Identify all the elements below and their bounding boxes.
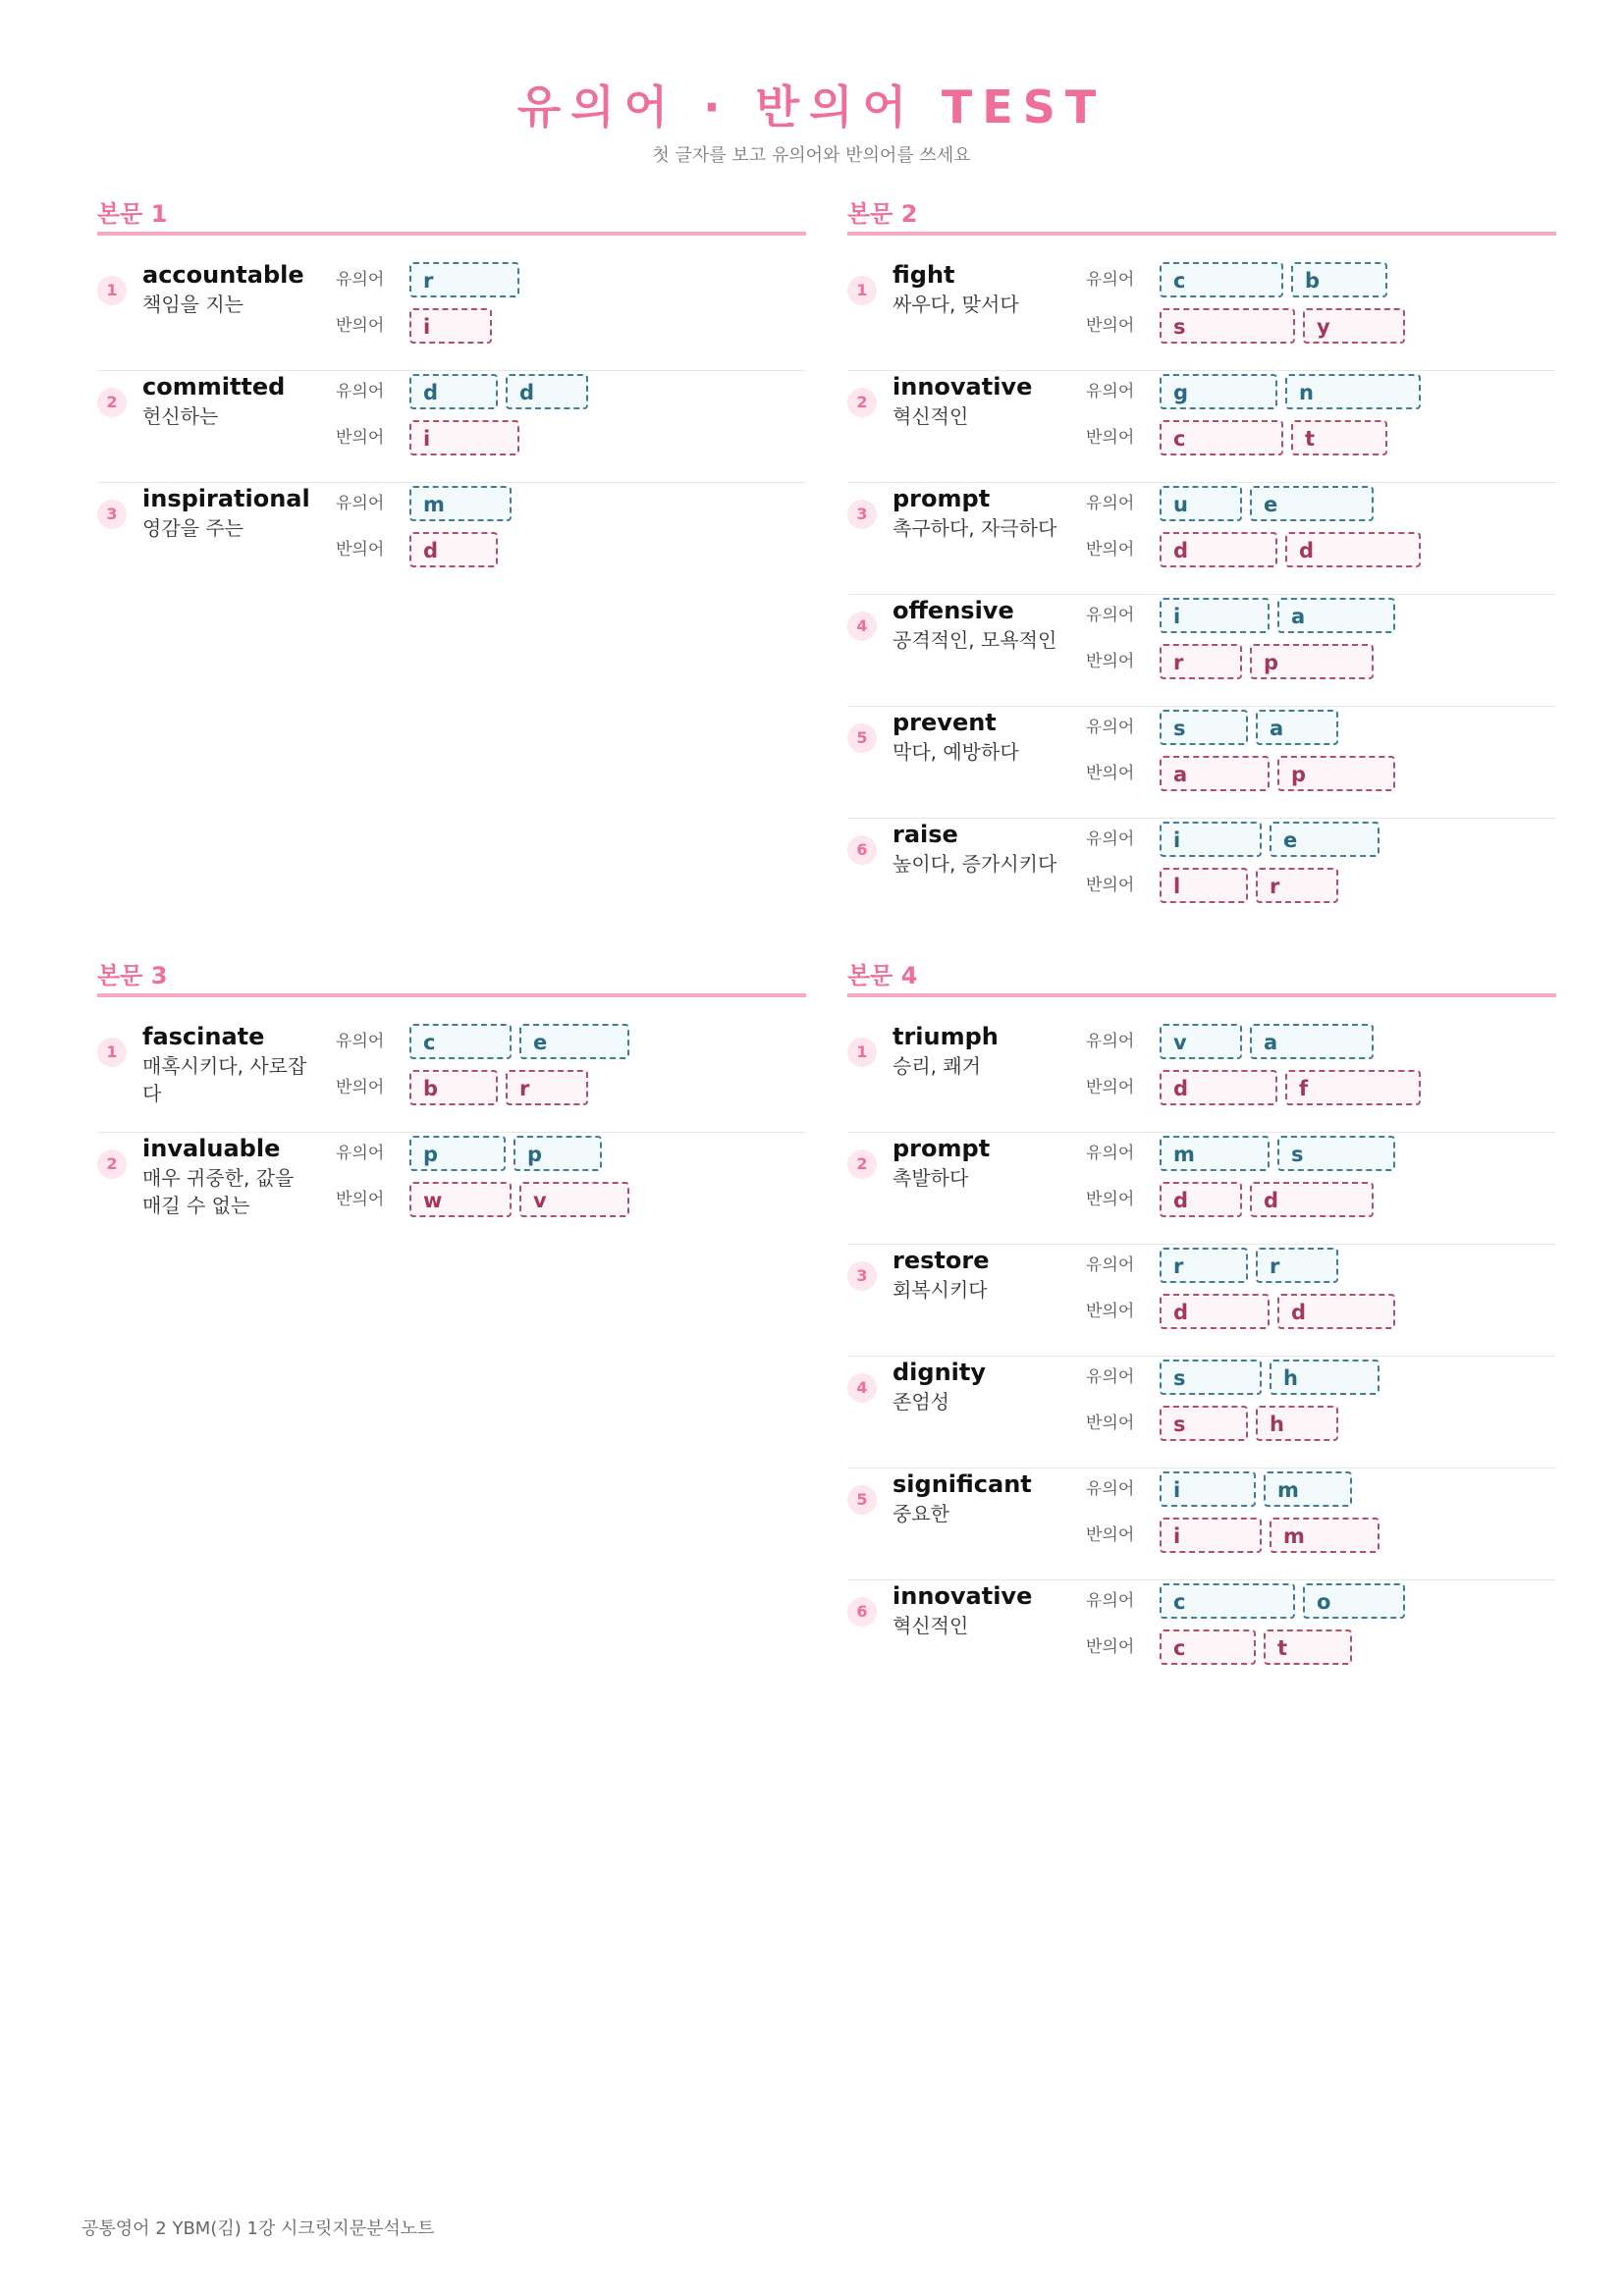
synonym-label: 유의어 [1086, 270, 1135, 290]
vocab-word: fascinate [142, 1023, 265, 1050]
antonym-label: 반의어 [1086, 316, 1135, 336]
synonym-answer-row [1160, 486, 1374, 521]
item-number-badge: 5 [847, 1485, 877, 1515]
item-number-badge: 2 [847, 388, 877, 417]
synonym-answer-row [1160, 1024, 1374, 1059]
synonym-answer-box[interactable]: s [1277, 1136, 1395, 1171]
vocab-item-content [97, 371, 806, 482]
vocab-meaning: 혁신적인 [893, 404, 969, 428]
vocab-meaning: 승리, 쾌거 [893, 1054, 981, 1078]
vocab-word: significant [893, 1470, 1032, 1498]
synonym-label: 유의어 [1086, 1479, 1135, 1499]
antonym-answer-box[interactable]: w [409, 1182, 512, 1217]
footer-text: 공통영어 2 YBM(김) 1강 시크릿지문분석노트 [81, 2218, 435, 2239]
section-title: 본문 4 [847, 958, 1556, 997]
page-header [0, 79, 1623, 167]
antonym-answer-box[interactable]: c [1160, 420, 1283, 455]
antonym-answer-row [1160, 420, 1387, 455]
vocab-item [847, 1133, 1556, 1245]
synonym-label: 유의어 [1086, 382, 1135, 401]
vocab-item-content [847, 1468, 1556, 1579]
synonym-answer-box[interactable]: c [1160, 262, 1283, 297]
antonym-answer-box[interactable]: r [506, 1070, 588, 1105]
antonym-answer-box[interactable]: r [1256, 868, 1338, 903]
antonym-label: 반의어 [1086, 1637, 1135, 1657]
antonym-answer-box[interactable]: y [1303, 308, 1405, 344]
synonym-answer-box[interactable]: i [1160, 598, 1270, 633]
vocab-word: offensive [893, 597, 1014, 624]
synonym-answer-box[interactable]: v [1160, 1024, 1242, 1059]
vocab-meaning: 존엄성 [893, 1390, 949, 1414]
antonym-answer-row [409, 1070, 588, 1105]
synonym-answer-box[interactable]: o [1303, 1583, 1405, 1619]
antonym-answer-box[interactable]: i [1160, 1518, 1262, 1553]
antonym-answer-row [409, 532, 498, 567]
antonym-answer-box[interactable]: i [409, 420, 519, 455]
antonym-answer-row [1160, 868, 1338, 903]
antonym-answer-box[interactable]: v [519, 1182, 629, 1217]
synonym-label: 유의어 [1086, 1255, 1135, 1275]
item-number-badge: 1 [847, 276, 877, 305]
vocab-item-content [97, 483, 806, 594]
antonym-answer-row [1160, 532, 1421, 567]
synonym-label: 유의어 [1086, 829, 1135, 849]
item-number-badge: 5 [847, 723, 877, 753]
antonym-answer-box[interactable]: f [1285, 1070, 1421, 1105]
antonym-answer-row [1160, 1518, 1380, 1553]
antonym-answer-box[interactable]: d [1250, 1182, 1374, 1217]
synonym-answer-box[interactable]: r [1160, 1248, 1248, 1283]
vocab-item [847, 1580, 1556, 1691]
synonym-label: 유의어 [336, 494, 385, 513]
antonym-answer-box[interactable]: d [409, 532, 498, 567]
antonym-answer-box[interactable]: t [1264, 1629, 1352, 1665]
vocab-item [97, 1021, 806, 1133]
synonym-answer-row [409, 262, 519, 297]
antonym-label: 반의어 [1086, 1190, 1135, 1209]
synonym-answer-row [1160, 1248, 1338, 1283]
synonym-answer-box[interactable]: d [409, 374, 498, 409]
antonym-label: 반의어 [336, 1190, 385, 1209]
antonym-answer-row [1160, 1294, 1395, 1329]
vocab-item-content [847, 371, 1556, 482]
vocab-meaning: 높이다, 증가시키다 [893, 852, 1057, 876]
vocab-item-content [847, 1580, 1556, 1691]
vocab-item [847, 1245, 1556, 1357]
synonym-answer-row [1160, 710, 1338, 745]
section-2 [847, 196, 1556, 930]
vocab-meaning: 매우 귀중한, 값을 매길 수 없는 [142, 1166, 295, 1217]
antonym-label: 반의어 [1086, 764, 1135, 783]
vocab-item-content [97, 1021, 806, 1132]
synonym-answer-row [1160, 822, 1380, 857]
vocab-word: raise [893, 821, 958, 848]
antonym-answer-box[interactable]: l [1160, 868, 1248, 903]
vocab-item-content [97, 259, 806, 370]
vocab-item-content [97, 1133, 806, 1244]
synonym-answer-box[interactable]: p [409, 1136, 506, 1171]
synonym-answer-box[interactable]: h [1270, 1360, 1380, 1395]
vocab-word: accountable [142, 261, 304, 289]
synonym-answer-box[interactable]: i [1160, 822, 1262, 857]
vocab-meaning: 혁신적인 [893, 1614, 969, 1637]
synonym-answer-box[interactable]: s [1160, 1360, 1262, 1395]
vocab-item-content [847, 707, 1556, 818]
vocab-meaning: 촉구하다, 자극하다 [893, 516, 1057, 540]
synonym-answer-row [1160, 1471, 1352, 1507]
synonym-answer-box[interactable]: e [1250, 486, 1374, 521]
synonym-answer-box[interactable]: d [506, 374, 588, 409]
synonym-answer-row [1160, 1136, 1395, 1171]
antonym-answer-row [409, 308, 492, 344]
vocab-word: triumph [893, 1023, 999, 1050]
vocab-meaning: 책임을 지는 [142, 293, 243, 316]
antonym-label: 반의어 [1086, 1078, 1135, 1097]
vocab-item [847, 1021, 1556, 1133]
item-number-badge: 3 [97, 500, 127, 529]
item-list [97, 259, 806, 594]
item-number-badge: 3 [847, 1261, 877, 1291]
vocab-word: fight [893, 261, 955, 289]
item-number-badge: 2 [97, 1149, 127, 1179]
section-1 [97, 196, 806, 594]
synonym-answer-row [1160, 1583, 1405, 1619]
synonym-label: 유의어 [1086, 606, 1135, 625]
item-number-badge: 2 [97, 388, 127, 417]
synonym-answer-box[interactable]: c [1160, 1583, 1295, 1619]
antonym-answer-box[interactable]: i [409, 308, 492, 344]
synonym-label: 유의어 [1086, 718, 1135, 737]
vocab-item [847, 707, 1556, 819]
vocab-item-content [847, 483, 1556, 594]
synonym-answer-box[interactable]: g [1160, 374, 1277, 409]
synonym-label: 유의어 [336, 1144, 385, 1163]
antonym-answer-box[interactable]: h [1256, 1406, 1338, 1441]
antonym-answer-box[interactable]: p [1250, 644, 1374, 679]
synonym-answer-box[interactable]: b [1291, 262, 1387, 297]
vocab-meaning: 회복시키다 [893, 1278, 988, 1302]
synonym-answer-box[interactable]: n [1285, 374, 1421, 409]
synonym-answer-row [1160, 598, 1395, 633]
antonym-answer-box[interactable]: t [1291, 420, 1387, 455]
vocab-item [97, 259, 806, 371]
page-title: 유의어 · 반의어 TEST [516, 80, 1107, 133]
vocab-word: innovative [893, 1582, 1033, 1610]
synonym-answer-row [409, 1024, 629, 1059]
synonym-answer-box[interactable]: m [409, 486, 512, 521]
antonym-answer-box[interactable]: d [1160, 532, 1277, 567]
vocab-word: invaluable [142, 1135, 281, 1162]
vocab-item [847, 819, 1556, 930]
antonym-answer-box[interactable]: d [1160, 1182, 1242, 1217]
vocab-item [847, 1468, 1556, 1580]
antonym-label: 반의어 [1086, 428, 1135, 448]
section-title: 본문 3 [97, 958, 806, 997]
vocab-word: committed [142, 373, 286, 400]
vocab-word: prompt [893, 1135, 991, 1162]
synonym-answer-box[interactable]: r [1256, 1248, 1338, 1283]
antonym-answer-row [1160, 644, 1374, 679]
antonym-answer-box[interactable]: d [1277, 1294, 1395, 1329]
vocab-item [847, 483, 1556, 595]
synonym-label: 유의어 [1086, 1591, 1135, 1611]
vocab-meaning: 영감을 주는 [142, 516, 243, 540]
vocab-item-content [847, 595, 1556, 706]
antonym-answer-box[interactable]: p [1277, 756, 1395, 791]
section-title: 본문 1 [97, 196, 806, 236]
antonym-label: 반의어 [1086, 652, 1135, 671]
item-number-badge: 4 [847, 612, 877, 641]
synonym-answer-box[interactable]: c [409, 1024, 512, 1059]
vocab-item-content [847, 1021, 1556, 1132]
synonym-answer-row [1160, 1360, 1380, 1395]
antonym-answer-box[interactable]: s [1160, 1406, 1248, 1441]
synonym-answer-box[interactable]: e [519, 1024, 629, 1059]
antonym-label: 반의어 [1086, 1414, 1135, 1433]
vocab-word: restore [893, 1247, 990, 1274]
item-number-badge: 3 [847, 500, 877, 529]
synonym-label: 유의어 [1086, 1144, 1135, 1163]
synonym-answer-row [1160, 374, 1421, 409]
vocab-item-content [847, 1357, 1556, 1468]
synonym-label: 유의어 [336, 270, 385, 290]
vocab-item [847, 1357, 1556, 1468]
vocab-word: inspirational [142, 485, 310, 512]
antonym-answer-box[interactable]: d [1285, 532, 1421, 567]
antonym-label: 반의어 [1086, 1302, 1135, 1321]
vocab-word: innovative [893, 373, 1033, 400]
antonym-label: 반의어 [1086, 540, 1135, 560]
antonym-label: 반의어 [1086, 1525, 1135, 1545]
vocab-meaning: 싸우다, 맞서다 [893, 293, 1019, 316]
antonym-answer-row [1160, 308, 1405, 344]
antonym-answer-box[interactable]: c [1160, 1629, 1256, 1665]
section-4 [847, 958, 1556, 1691]
vocab-item-content [847, 819, 1556, 930]
synonym-label: 유의어 [336, 1032, 385, 1051]
antonym-label: 반의어 [336, 316, 385, 336]
antonym-label: 반의어 [1086, 876, 1135, 895]
item-number-badge: 1 [97, 276, 127, 305]
synonym-label: 유의어 [1086, 1032, 1135, 1051]
item-number-badge: 4 [847, 1373, 877, 1403]
vocab-meaning: 촉발하다 [893, 1166, 969, 1190]
antonym-answer-row [1160, 1406, 1338, 1441]
vocab-item-content [847, 259, 1556, 370]
synonym-answer-row [1160, 262, 1387, 297]
vocab-item-content [847, 1133, 1556, 1244]
synonym-answer-row [409, 374, 588, 409]
synonym-answer-box[interactable]: i [1160, 1471, 1256, 1507]
antonym-label: 반의어 [336, 540, 385, 560]
antonym-answer-row [1160, 1629, 1352, 1665]
antonym-answer-box[interactable]: r [1160, 644, 1242, 679]
item-number-badge: 6 [847, 835, 877, 865]
vocab-word: prompt [893, 485, 991, 512]
synonym-answer-box[interactable]: a [1256, 710, 1338, 745]
synonym-answer-box[interactable]: r [409, 262, 519, 297]
synonym-answer-row [409, 1136, 602, 1171]
synonym-answer-box[interactable]: p [514, 1136, 602, 1171]
synonym-label: 유의어 [336, 382, 385, 401]
synonym-label: 유의어 [1086, 494, 1135, 513]
antonym-answer-row [1160, 756, 1395, 791]
antonym-answer-row [1160, 1182, 1374, 1217]
item-list [97, 1021, 806, 1244]
antonym-answer-box[interactable]: d [1160, 1070, 1277, 1105]
item-list [847, 259, 1556, 930]
synonym-answer-box[interactable]: s [1160, 710, 1248, 745]
synonym-answer-box[interactable]: a [1250, 1024, 1374, 1059]
antonym-answer-box[interactable]: a [1160, 756, 1270, 791]
antonym-answer-row [1160, 1070, 1421, 1105]
antonym-answer-box[interactable]: m [1270, 1518, 1380, 1553]
item-list [847, 1021, 1556, 1691]
synonym-answer-box[interactable]: m [1264, 1471, 1352, 1507]
antonym-label: 반의어 [336, 428, 385, 448]
vocab-item [847, 371, 1556, 483]
vocab-item [847, 259, 1556, 371]
vocab-item [97, 371, 806, 483]
antonym-answer-box[interactable]: b [409, 1070, 498, 1105]
synonym-answer-box[interactable]: u [1160, 486, 1242, 521]
antonym-answer-row [409, 1182, 629, 1217]
synonym-label: 유의어 [1086, 1367, 1135, 1387]
vocab-meaning: 중요한 [893, 1502, 949, 1525]
vocab-meaning: 매혹시키다, 사로잡다 [142, 1054, 307, 1105]
section-title: 본문 2 [847, 196, 1556, 236]
vocab-meaning: 헌신하는 [142, 404, 219, 428]
synonym-answer-box[interactable]: a [1277, 598, 1395, 633]
section-3 [97, 958, 806, 1244]
vocab-word: prevent [893, 709, 997, 736]
vocab-item [847, 595, 1556, 707]
synonym-answer-box[interactable]: e [1270, 822, 1380, 857]
page-subtitle: 첫 글자를 보고 유의어와 반의어를 쓰세요 [652, 145, 971, 166]
vocab-meaning: 막다, 예방하다 [893, 740, 1019, 764]
antonym-answer-row [409, 420, 519, 455]
synonym-answer-box[interactable]: m [1160, 1136, 1270, 1171]
vocab-item [97, 483, 806, 594]
antonym-answer-box[interactable]: d [1160, 1294, 1270, 1329]
vocab-word: dignity [893, 1359, 987, 1386]
vocab-item-content [847, 1245, 1556, 1356]
item-number-badge: 1 [97, 1038, 127, 1067]
vocab-item [97, 1133, 806, 1244]
item-number-badge: 2 [847, 1149, 877, 1179]
synonym-answer-row [409, 486, 512, 521]
vocab-meaning: 공격적인, 모욕적인 [893, 628, 1057, 652]
item-number-badge: 6 [847, 1597, 877, 1627]
antonym-label: 반의어 [336, 1078, 385, 1097]
item-number-badge: 1 [847, 1038, 877, 1067]
antonym-answer-box[interactable]: s [1160, 308, 1295, 344]
